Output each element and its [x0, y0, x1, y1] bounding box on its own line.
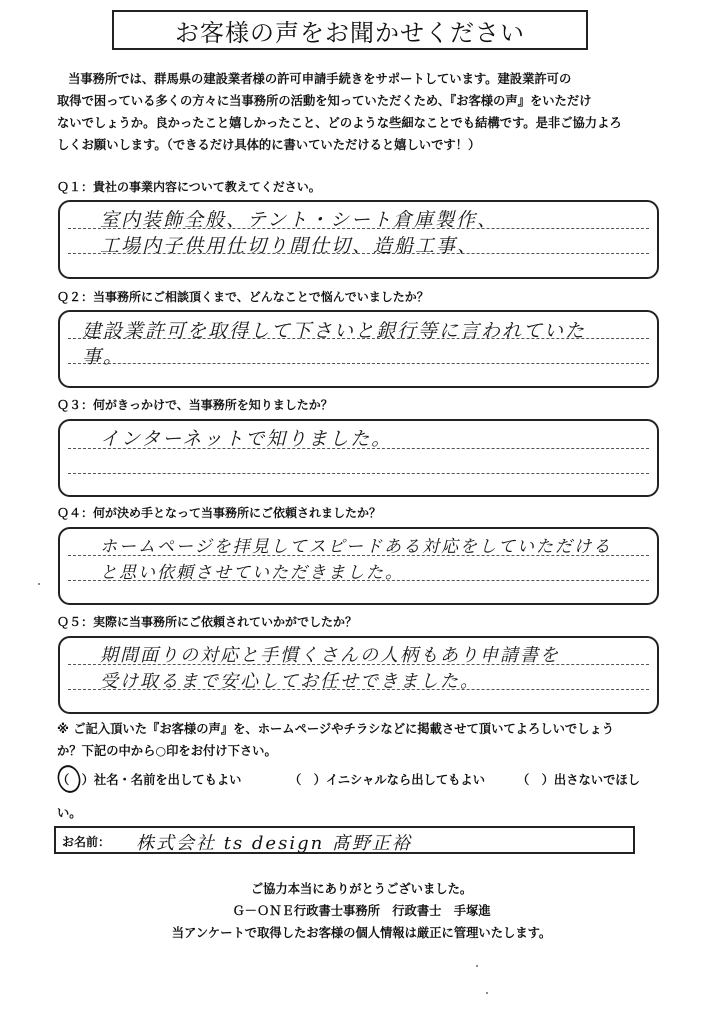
intro-text: [57, 68, 667, 156]
name-field[interactable]: [54, 826, 635, 854]
option-company-name[interactable]: （ ）社名・名前を出してもよい: [57, 770, 241, 788]
question-5-label: Ｑ５：実際に当事務所にご依頼されていかがでしたか？: [57, 615, 358, 629]
name-value: 株式会社 ts design 髙野正裕: [136, 833, 412, 854]
option-anonymous-continued: い。: [57, 806, 82, 820]
question-5-answer-line: 期間面りの対応と手慣くさんの人柄もあり申請書を: [100, 645, 560, 666]
option-initials[interactable]: （ ）イニシャルなら出してもよい: [289, 773, 486, 787]
question-1-answer-line: 室内装飾全般、テント・シート倉庫製作、: [100, 209, 499, 231]
question-2-answer-line: 事。: [82, 346, 125, 368]
question-3-answer-box: [58, 419, 659, 497]
scan-speck: [38, 583, 40, 585]
question-3-answer-line: インターネットで知りました。: [100, 428, 393, 450]
question-1-answer-box: [58, 200, 659, 279]
option-anonymous[interactable]: （ ）出さないでほし: [517, 773, 640, 787]
question-2-label: Ｑ２：当事務所にご相談頂くまで、どんなことで悩んでいましたか？: [57, 290, 429, 304]
intro-line: 当事務所では、群馬県の建設業者様の許可申請手続きをサポートしています。建設業許可の: [68, 72, 572, 86]
question-3-label: Ｑ３：何がきっかけで、当事務所を知りましたか？: [57, 398, 333, 412]
question-1-label: Ｑ１：貴社の事業内容について教えてください。: [57, 180, 321, 194]
consent-note: [57, 718, 669, 762]
footer-thanks: ご協力本当にありがとうございました。: [250, 882, 473, 896]
page-title: お客様の声をお聞かせください: [112, 10, 588, 50]
footer-privacy: 当アンケートで取得したお客様の個人情報は厳正に管理いたします。: [171, 926, 552, 940]
question-4-answer-box: [58, 527, 659, 605]
question-2-answer-line: 建設業許可を取得して下さいと銀行等に言われていた: [82, 320, 587, 342]
intro-line: ないでしょうか。良かったこと嬉しかったこと、どのような些細なことでも結構です。是非ご協力よろ: [57, 116, 622, 130]
scan-speck: [486, 992, 488, 994]
question-4-answer-line: ホームページを拝見してスピードある対応をしていただける: [100, 537, 612, 557]
intro-line: しくお願いします。（できるだけ具体的に書いていただけると嬉しいです！）: [57, 138, 481, 152]
footer: [0, 878, 723, 944]
intro-line: 取得で困っている多くの方々に当事務所の活動を知っていただくため、『お客様の声』をいただけ: [57, 94, 592, 108]
question-5-answer-box: [58, 636, 659, 714]
question-5-answer-line: 受け取るまで安心してお任せできました。: [100, 671, 480, 692]
question-2-answer-box: [58, 310, 659, 388]
question-4-label: Ｑ４：何が決め手となって当事務所にご依頼されましたか？: [57, 506, 382, 520]
question-1-answer-line: 工場内子供用仕切り間仕切、造船工事、: [100, 235, 479, 257]
footer-office: Ｇ－ＯＮＥ行政書士事務所 行政書士 手塚進: [232, 904, 491, 918]
consent-note-line: か？下記の中から○印をお付け下さい。: [57, 744, 277, 758]
consent-note-line: ※ ご記入頂いた『お客様の声』を、ホームページやチラシなどに掲載させて頂いてよろしいでしょう: [57, 722, 615, 736]
name-label: お名前：: [62, 835, 111, 849]
question-4-answer-line: と思い依頼させていただきました。: [100, 563, 404, 583]
circle-mark-icon: [55, 763, 84, 796]
scan-speck: [476, 965, 478, 967]
